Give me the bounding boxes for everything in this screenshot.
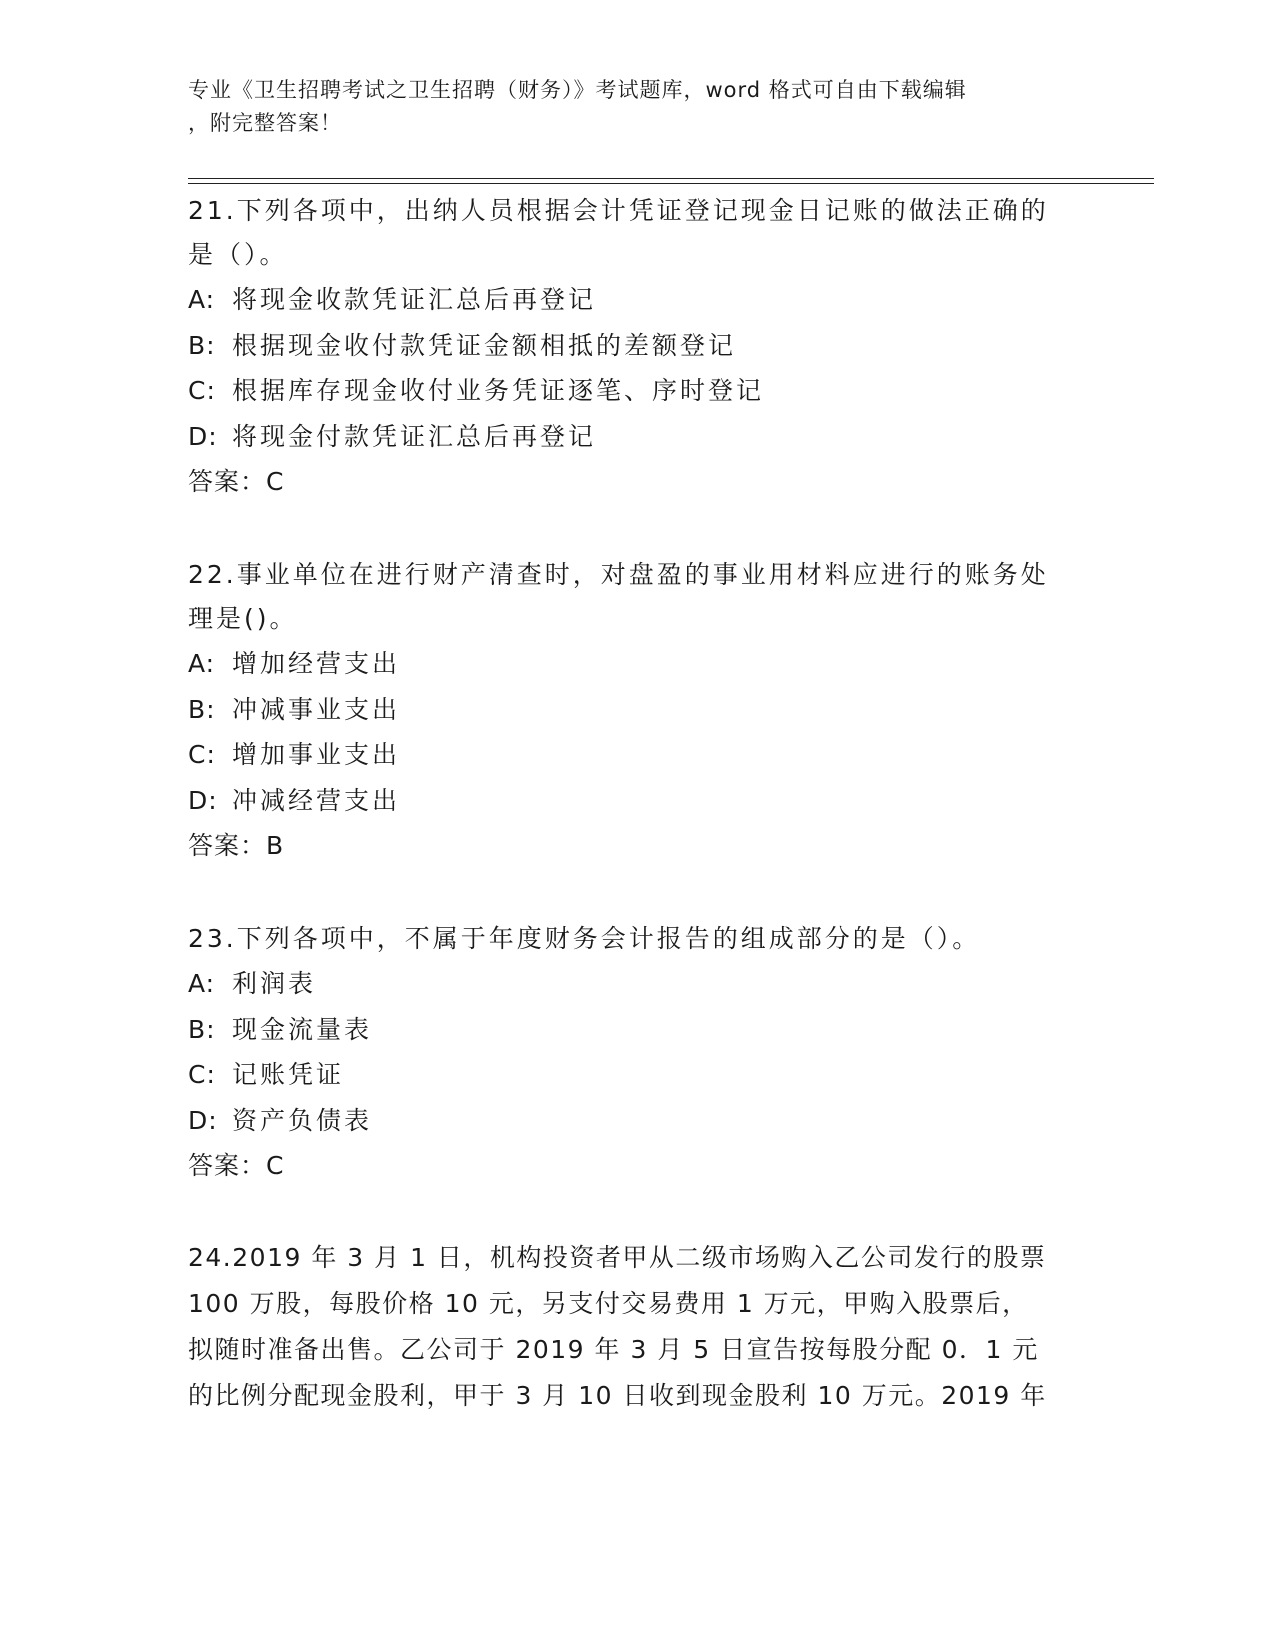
document-header <box>188 74 1078 140</box>
option-text: 增加事业支出 <box>232 740 401 769</box>
question-stem-line: 拟随时准备出售。乙公司于 2019 年 3 月 5 日宣告按每股分配 0．1 元 <box>188 1335 1039 1364</box>
option-text: 利润表 <box>232 969 317 998</box>
option-letter: D: <box>188 785 218 815</box>
question-22 <box>188 553 1078 868</box>
option-letter: B: <box>188 694 216 724</box>
option-text: 将现金收款凭证汇总后再登记 <box>232 285 597 314</box>
question-21 <box>188 189 1078 504</box>
option-letter: A: <box>188 969 216 998</box>
option-a <box>188 641 1078 687</box>
option-d <box>188 414 1078 460</box>
question-stem-line: 23.下列各项中，不属于年度财务会计报告的组成部分的是（）。 <box>188 924 981 953</box>
question-stem-line: 24.2019 年 3 月 1 日，机构投资者甲从二级市场购入乙公司发行的股票 <box>188 1243 1047 1272</box>
option-text: 记账凭证 <box>232 1060 345 1089</box>
option-letter: C: <box>188 740 216 769</box>
header-line-1: 专业《卫生招聘考试之卫生招聘（财务）》考试题库，word 格式可自由下载编辑 <box>188 78 967 102</box>
option-c <box>188 1052 1078 1098</box>
option-letter: D: <box>188 1105 218 1135</box>
question-stem-line: 21.下列各项中，出纳人员根据会计凭证登记现金日记账的做法正确的 <box>188 196 1049 225</box>
option-b <box>188 1007 1078 1053</box>
option-text: 根据现金收付款凭证金额相抵的差额登记 <box>232 330 737 360</box>
option-letter: B: <box>188 330 216 360</box>
option-b <box>188 687 1078 733</box>
option-letter: B: <box>188 1014 216 1044</box>
question-stem-line: 22.事业单位在进行财产清查时，对盘盈的事业用材料应进行的账务处 <box>188 560 1049 589</box>
question-24 <box>188 1235 1078 1419</box>
option-text: 冲减事业支出 <box>232 694 401 724</box>
question-stem-line: 理是()。 <box>188 604 298 633</box>
question-stem-line: 100 万股，每股价格 10 元，另支付交易费用 1 万元，甲购入股票后， <box>188 1289 1029 1318</box>
option-b <box>188 323 1078 369</box>
option-letter: C: <box>188 1060 216 1089</box>
option-d <box>188 1098 1078 1144</box>
header-divider-top <box>188 178 1154 179</box>
option-text: 增加经营支出 <box>232 649 401 678</box>
option-letter: A: <box>188 285 216 314</box>
header-divider-bottom <box>188 183 1154 184</box>
option-text: 资产负债表 <box>232 1105 373 1135</box>
question-23 <box>188 917 1078 1188</box>
option-c <box>188 732 1078 778</box>
answer-line: 答案：B <box>188 831 285 860</box>
answer-line: 答案：C <box>188 1151 285 1180</box>
option-a <box>188 961 1078 1007</box>
option-text: 冲减经营支出 <box>232 785 401 815</box>
option-letter: D: <box>188 421 218 451</box>
option-a <box>188 277 1078 323</box>
option-text: 现金流量表 <box>232 1014 373 1044</box>
option-d <box>188 778 1078 824</box>
question-stem-line: 是（）。 <box>188 240 288 269</box>
answer-line: 答案：C <box>188 467 285 496</box>
question-stem-line: 的比例分配现金股利，甲于 3 月 10 日收到现金股利 10 万元。2019 年 <box>188 1381 1047 1410</box>
option-text: 根据库存现金收付业务凭证逐笔、序时登记 <box>232 376 765 405</box>
header-line-2: ，附完整答案！ <box>188 111 342 135</box>
option-c <box>188 368 1078 414</box>
option-letter: C: <box>188 376 216 405</box>
option-letter: A: <box>188 649 216 678</box>
option-text: 将现金付款凭证汇总后再登记 <box>232 421 597 451</box>
